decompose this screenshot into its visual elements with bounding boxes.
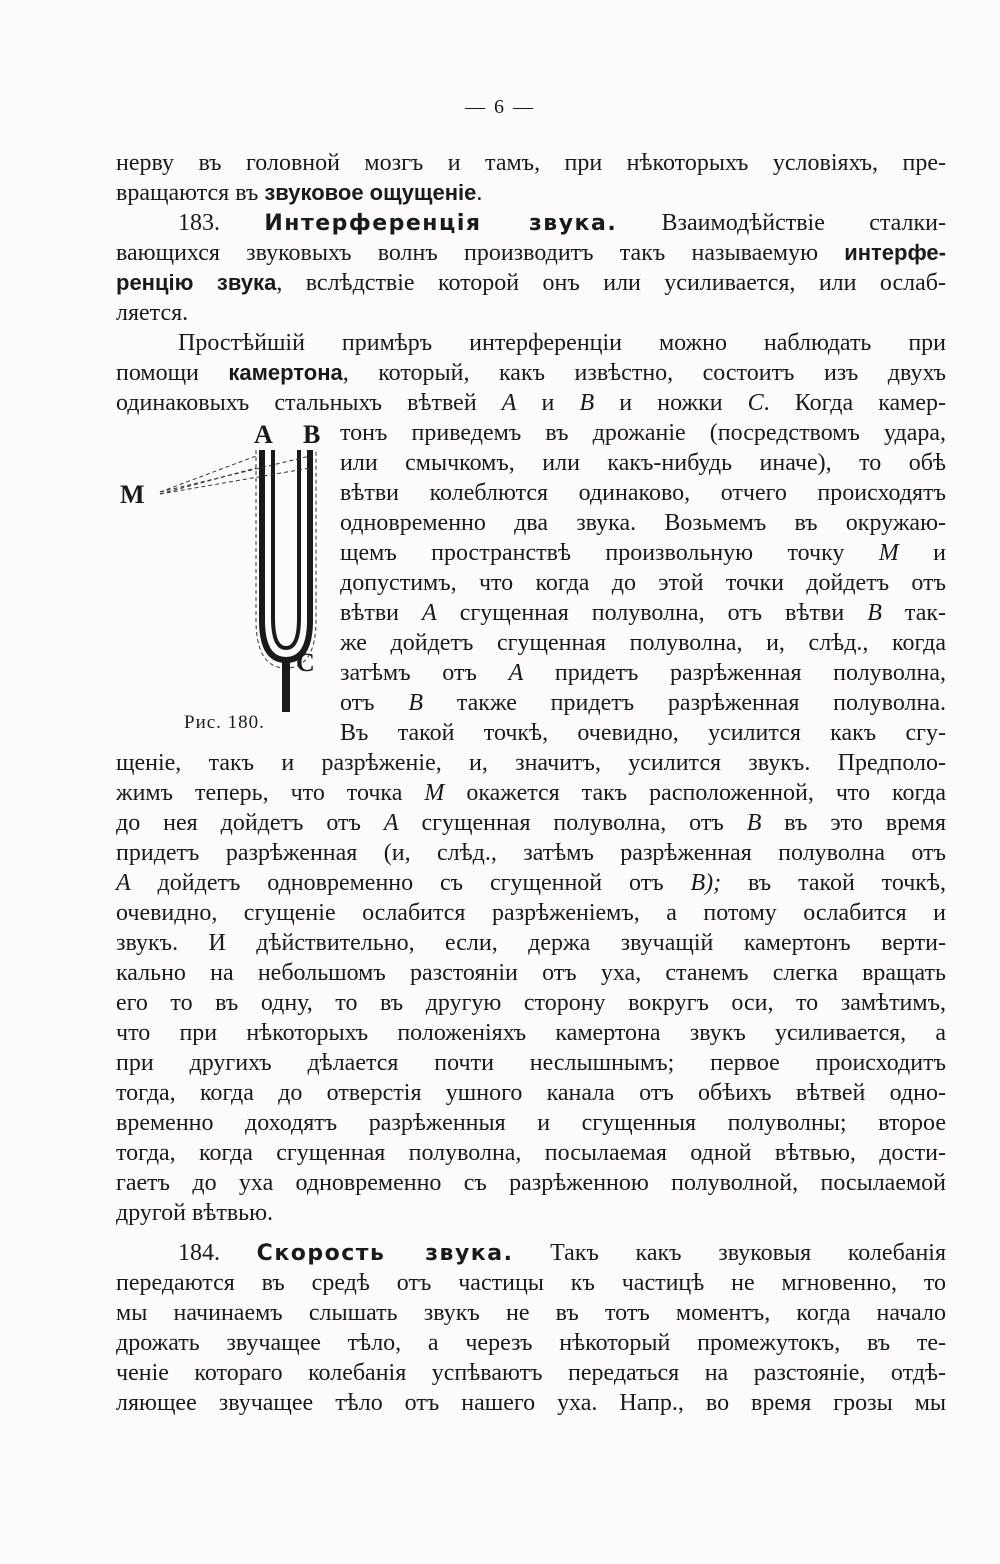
section-number: 183.	[178, 210, 265, 236]
text-span: тонъ приведемъ въ дрожанiе (посредствомъ удара,	[340, 420, 946, 446]
text-line	[116, 1268, 946, 1298]
text-line	[116, 958, 946, 988]
italic-letter: B	[746, 810, 762, 836]
text-line	[340, 688, 946, 718]
text-line	[116, 268, 946, 298]
text-line	[116, 298, 946, 328]
text-line	[116, 1048, 946, 1078]
fork-outer-branch	[262, 450, 310, 660]
text-line	[340, 568, 946, 598]
italic-letter: B	[579, 390, 595, 416]
text-line	[116, 1198, 946, 1228]
text-line	[116, 148, 946, 178]
text-span: и	[898, 540, 947, 566]
text-span: ляется.	[116, 300, 189, 326]
text-span: придетъ разрѣженная (и, слѣд., затѣмъ разрѣженная полуволна отъ	[116, 840, 946, 866]
text-line	[116, 1018, 946, 1048]
text-span: тогда, когда сгущенная полуволна, посылаемая одной вѣтвью, дости-	[116, 1140, 946, 1166]
text-line	[116, 178, 946, 208]
text-span: дойдетъ одновременно съ сгущенной отъ	[130, 870, 691, 896]
text-span: очевидно, сгущенiе ослабится разрѣженiемъ, а потому ослабится и	[116, 900, 946, 926]
text-span: и	[516, 390, 580, 416]
page-number: — 6 —	[465, 96, 535, 118]
text-span: Въ такой точкѣ, очевидно, усилится какъ сгу-	[340, 720, 946, 746]
text-span: при другихъ дѣлается почти неслышнымъ; первое происходитъ	[116, 1050, 946, 1076]
section-184-heading-line	[178, 1238, 946, 1268]
text-span: дрожать звучащее тѣло, а черезъ нѣкоторый промежутокъ, въ те-	[116, 1330, 946, 1356]
text-line	[116, 1298, 946, 1328]
text-span: сгущенная полуволна, отъ	[398, 810, 747, 836]
text-span: вѣтви колеблются одинаково, отчего происходятъ	[340, 480, 946, 506]
text-span: гаетъ до уха одновременно съ разрѣженною полуволной, посылаемой	[116, 1170, 946, 1196]
label-b: B	[303, 420, 321, 449]
text-span: помощи	[116, 360, 229, 386]
path-m-to-b-lower	[160, 468, 310, 494]
text-span: так-	[881, 600, 947, 626]
text-span: придетъ разрѣженная полуволна,	[523, 660, 946, 686]
text-line	[116, 988, 946, 1018]
text-span: вѣтви	[340, 600, 423, 626]
fork-inner-branch	[273, 450, 299, 648]
text-line	[116, 1328, 946, 1358]
text-line	[116, 778, 946, 808]
text-span: же дойдетъ сгущенная полуволна, и, слѣд., когда	[340, 630, 946, 656]
italic-letter: M	[878, 540, 899, 566]
text-line	[116, 1138, 946, 1168]
text-line	[340, 448, 946, 478]
italic-letter: A	[422, 600, 437, 626]
text-line	[340, 598, 946, 628]
text-span: до нея дойдетъ отъ	[116, 810, 384, 836]
term-bold: ренцiю звука	[116, 270, 277, 295]
text-line	[116, 358, 946, 388]
text-span: затѣмъ отъ	[340, 660, 509, 686]
section-183-heading-line	[178, 208, 946, 238]
text-span: вающихся звуковыхъ волнъ производитъ такъ называемую	[116, 240, 845, 266]
section-title: Скорость звука.	[256, 1241, 514, 1266]
text-line	[116, 898, 946, 928]
italic-letter: A	[508, 660, 524, 686]
text-line	[116, 928, 946, 958]
text-span: щемъ пространствѣ произвольную точку	[340, 540, 879, 566]
text-span: нерву въ головной мозгъ и тамъ, при нѣкоторыхъ условiяхъ, пре-	[116, 150, 946, 176]
text-line	[116, 868, 946, 898]
text-line	[116, 238, 946, 268]
text-span: кально на небольшомъ разстоянiи отъ уха, станемъ слегка вращать	[116, 960, 946, 986]
text-line	[116, 1078, 946, 1108]
text-line	[340, 658, 946, 688]
italic-letter: B	[867, 600, 882, 626]
text-line	[116, 838, 946, 868]
text-span: звукъ. И дѣйствительно, если, держа звучащiй камертонъ верти-	[116, 930, 946, 956]
text-span: его то въ одну, то въ другую сторону вокругъ оси, то замѣтимъ,	[116, 990, 946, 1016]
text-line	[116, 388, 946, 418]
text-span: временно доходятъ разрѣженныя и сгущенныя полуволны; второе	[116, 1110, 946, 1136]
italic-letter: A	[116, 870, 131, 896]
text-span: Взаимодѣйствiе сталки-	[617, 210, 946, 236]
text-span: . Когда камер-	[763, 390, 946, 416]
term-bold: камертона	[228, 360, 343, 385]
text-line	[116, 1108, 946, 1138]
label-m: M	[120, 480, 145, 509]
text-span: жимъ теперь, что точка	[116, 780, 425, 806]
italic-letter: A	[383, 810, 399, 836]
text-span: Простѣйшiй примѣръ интерференцiи можно наблюдать при	[178, 330, 946, 356]
text-span: тогда, когда до отверстiя ушного канала отъ обѣихъ вѣтвей одно-	[116, 1080, 946, 1106]
italic-letter: B);	[690, 870, 722, 896]
tuning-fork-figure	[110, 420, 340, 750]
text-line	[116, 1168, 946, 1198]
text-span: или смычкомъ, или какъ-нибудь иначе), то обѣ	[340, 450, 946, 476]
text-line	[340, 538, 946, 568]
text-line	[340, 418, 946, 448]
text-span: передаются въ средѣ отъ частицы къ частицѣ не мгновенно, то	[116, 1270, 946, 1296]
text-span: въ это время	[761, 810, 946, 836]
term-bold: звуковое ощущенiе	[264, 180, 477, 205]
tuning-fork-diagram	[110, 420, 340, 750]
text-span: ляющее звучащее тѣло отъ нашего уха. Напр., во время грозы мы	[116, 1390, 946, 1416]
text-span: допустимъ, что когда до этой точки дойдетъ отъ	[340, 570, 946, 596]
fork-handle	[282, 660, 290, 712]
text-line	[116, 1358, 946, 1388]
text-line	[116, 1388, 946, 1418]
text-span: также придетъ разрѣженная полуволна.	[423, 690, 946, 716]
text-span: что при нѣкоторыхъ положенiяхъ камертона звукъ усиливается, а	[116, 1020, 946, 1046]
text-span: , который, какъ извѣстно, состоитъ изъ двухъ	[342, 360, 946, 386]
text-span: окажется такъ расположенной, что когда	[444, 780, 947, 806]
text-span: Такъ какъ звуковыя колебанiя	[513, 1240, 946, 1266]
italic-letter: M	[424, 780, 445, 806]
text-span: , вслѣдствiе которой онъ или усиливается, или ослаб-	[276, 270, 946, 296]
text-span: сгущенная полуволна, отъ вѣтви	[436, 600, 868, 626]
italic-letter: A	[501, 390, 517, 416]
text-span: мы начинаемъ слышать звукъ не въ тотъ моментъ, когда начало	[116, 1300, 946, 1326]
text-line	[116, 748, 946, 778]
text-line	[340, 478, 946, 508]
text-line	[340, 718, 946, 748]
italic-letter: C	[747, 390, 764, 416]
text-line	[340, 628, 946, 658]
text-span: и ножки	[594, 390, 748, 416]
text-line	[178, 328, 946, 358]
text-span: вращаются въ	[116, 180, 265, 206]
figure-caption: Рис. 180.	[184, 712, 265, 733]
text-span: одновременно два звука. Возьмемъ въ окружаю-	[340, 510, 946, 536]
label-c: C	[296, 648, 315, 677]
text-line	[340, 508, 946, 538]
text-span: одинаковыхъ стальныхъ вѣтвей	[116, 390, 502, 416]
label-a: A	[254, 420, 273, 449]
text-span: отъ	[340, 690, 409, 716]
text-span: другой вѣтвью.	[116, 1200, 274, 1226]
text-line	[116, 808, 946, 838]
path-m-to-a	[160, 456, 256, 492]
text-span: въ такой точкѣ,	[721, 870, 946, 896]
path-m-to-a-lower	[160, 468, 256, 494]
section-title: Интерференцiя звука.	[264, 211, 618, 236]
text-span: .	[476, 180, 483, 206]
text-span: щенiе, такъ и разрѣженiе, и, значитъ, усилится звукъ. Предполо-	[116, 750, 946, 776]
text-span: ченiе котораго колебанiя успѣваютъ передаться на разстоянiе, отдѣ-	[116, 1360, 946, 1386]
italic-letter: B	[408, 690, 424, 716]
term-bold: интерфе-	[844, 240, 946, 265]
section-number: 184.	[178, 1240, 257, 1266]
